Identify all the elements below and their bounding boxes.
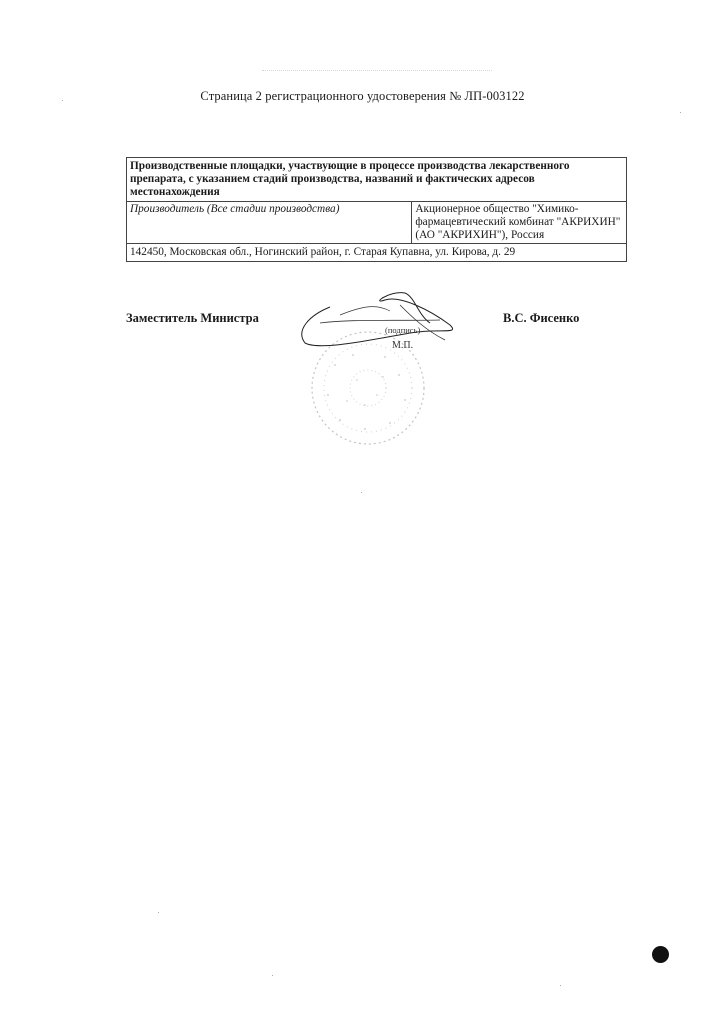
table-row: [127, 202, 627, 244]
signatory-name: В.С. Фисенко: [503, 311, 580, 325]
scan-speck: [361, 492, 362, 493]
address-row: [127, 244, 627, 262]
signatory-title: Заместитель Министра: [126, 311, 259, 325]
handwritten-signature: [290, 285, 480, 355]
scan-speck: [680, 112, 681, 113]
scan-speck: [158, 912, 159, 913]
scan-speck: [62, 100, 63, 101]
page-header: Страница 2 регистрационного удостоверения № ЛП-003122: [200, 89, 525, 103]
seal-caption: М.П.: [392, 340, 414, 351]
scan-speck: [560, 985, 561, 986]
manufacturer-role-cell: Производитель (Все стадии производства): [127, 202, 412, 244]
manufacturer-address: 142450, Московская обл., Ногинский район, г. Старая Купавна, ул. Кирова, д. 29: [127, 244, 627, 262]
scan-speck: [272, 975, 273, 976]
ink-blot: [652, 946, 669, 963]
production-sites-table: [126, 157, 627, 262]
manufacturer-company-cell: Акционерное общество "Химико-фармацевтический комбинат "АКРИХИН" (АО "АКРИХИН"), Россия: [412, 202, 627, 244]
table-heading-row: [127, 158, 627, 202]
table-heading: Производственные площадки, участвующие в процессе производства лекарственного препарата, с указанием стадий производства, названий и фактических адресов местонахождения: [127, 158, 627, 202]
signature-caption: (подпись): [385, 325, 421, 335]
scan-artifact-top: [262, 70, 492, 77]
